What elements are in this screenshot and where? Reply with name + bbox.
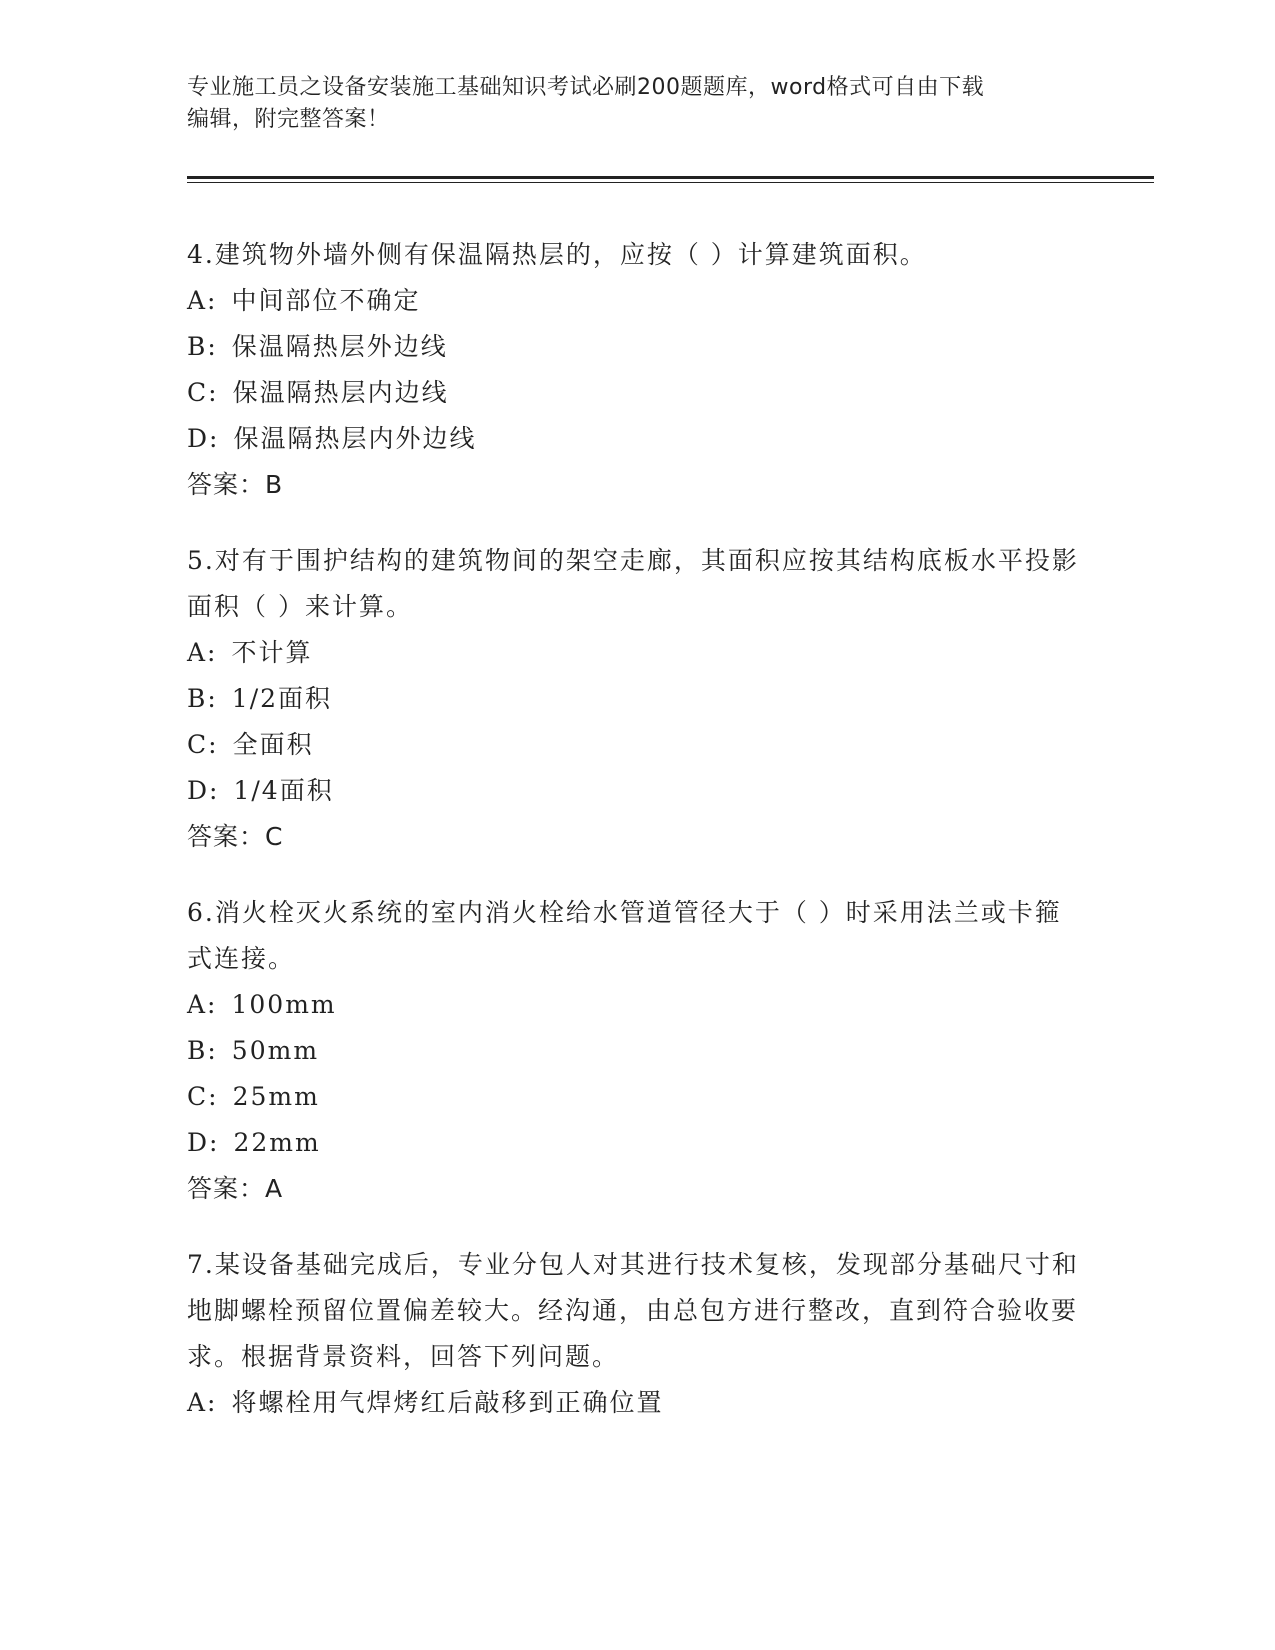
option-text: 不计算 bbox=[231, 638, 313, 667]
option-letter: A: bbox=[187, 638, 218, 667]
document-header bbox=[187, 72, 1067, 136]
answer-line: 答案：B bbox=[187, 470, 284, 499]
option-letter: A: bbox=[187, 286, 218, 315]
option-letter: A: bbox=[187, 1388, 218, 1417]
option-text: 保温隔热层外边线 bbox=[231, 332, 448, 361]
question-option bbox=[187, 278, 1087, 324]
question-text: 5.对有于围护结构的建筑物间的架空走廊，其面积应按其结构底板水平投影面积（ ）来计算。 bbox=[187, 546, 1079, 621]
option-text: 25mm bbox=[232, 1082, 320, 1111]
question-option bbox=[187, 1120, 1087, 1166]
question-option bbox=[187, 982, 1087, 1028]
question-option bbox=[187, 722, 1087, 768]
option-text: 全面积 bbox=[232, 730, 314, 759]
header-line-2: 编辑，附完整答案！ bbox=[187, 107, 390, 132]
question-option bbox=[187, 676, 1087, 722]
option-letter: D: bbox=[187, 1128, 220, 1157]
question-option bbox=[187, 1028, 1087, 1074]
question-text: 7.某设备基础完成后，专业分包人对其进行技术复核，发现部分基础尺寸和地脚螺栓预留位置偏差较大。经沟通，由总包方进行整改，直到符合验收要求。根据背景资料，回答下列问题。 bbox=[187, 1250, 1079, 1371]
question-text: 6.消火栓灭火系统的室内消火栓给水管道管径大于（ ）时采用法兰或卡箍式连接。 bbox=[187, 898, 1062, 973]
header-divider-thin bbox=[187, 182, 1154, 183]
question-text: 4.建筑物外墙外侧有保温隔热层的，应按（ ）计算建筑面积。 bbox=[187, 240, 927, 269]
option-letter: B: bbox=[187, 1036, 218, 1065]
question-item bbox=[187, 232, 1087, 508]
option-letter: C: bbox=[187, 378, 219, 407]
option-text: 22mm bbox=[233, 1128, 321, 1157]
question-option bbox=[187, 1380, 1087, 1426]
option-text: 保温隔热层内边线 bbox=[232, 378, 449, 407]
option-text: 50mm bbox=[231, 1036, 320, 1065]
option-text: 100mm bbox=[231, 990, 337, 1019]
question-item bbox=[187, 1242, 1087, 1426]
question-option bbox=[187, 768, 1087, 814]
option-letter: B: bbox=[187, 684, 218, 713]
option-letter: D: bbox=[187, 424, 220, 453]
question-list bbox=[187, 232, 1087, 1456]
option-text: 中间部位不确定 bbox=[231, 286, 421, 315]
answer-line: 答案：A bbox=[187, 1174, 284, 1203]
question-item bbox=[187, 890, 1087, 1212]
header-line-1: 专业施工员之设备安装施工基础知识考试必刷200题题库，word格式可自由下载 bbox=[187, 75, 985, 100]
question-option bbox=[187, 416, 1087, 462]
question-option bbox=[187, 630, 1087, 676]
option-text: 保温隔热层内外边线 bbox=[233, 424, 477, 453]
option-letter: C: bbox=[187, 1082, 219, 1111]
option-text: 将螺栓用气焊烤红后敲移到正确位置 bbox=[231, 1388, 664, 1417]
question-option bbox=[187, 324, 1087, 370]
answer-line: 答案：C bbox=[187, 822, 284, 851]
option-letter: C: bbox=[187, 730, 219, 759]
header-divider-thick bbox=[187, 176, 1154, 179]
question-option bbox=[187, 1074, 1087, 1120]
option-text: 1/4面积 bbox=[233, 776, 334, 805]
option-letter: A: bbox=[187, 990, 218, 1019]
question-option bbox=[187, 370, 1087, 416]
option-text: 1/2面积 bbox=[231, 684, 333, 713]
option-letter: D: bbox=[187, 776, 220, 805]
question-item bbox=[187, 538, 1087, 860]
option-letter: B: bbox=[187, 332, 218, 361]
